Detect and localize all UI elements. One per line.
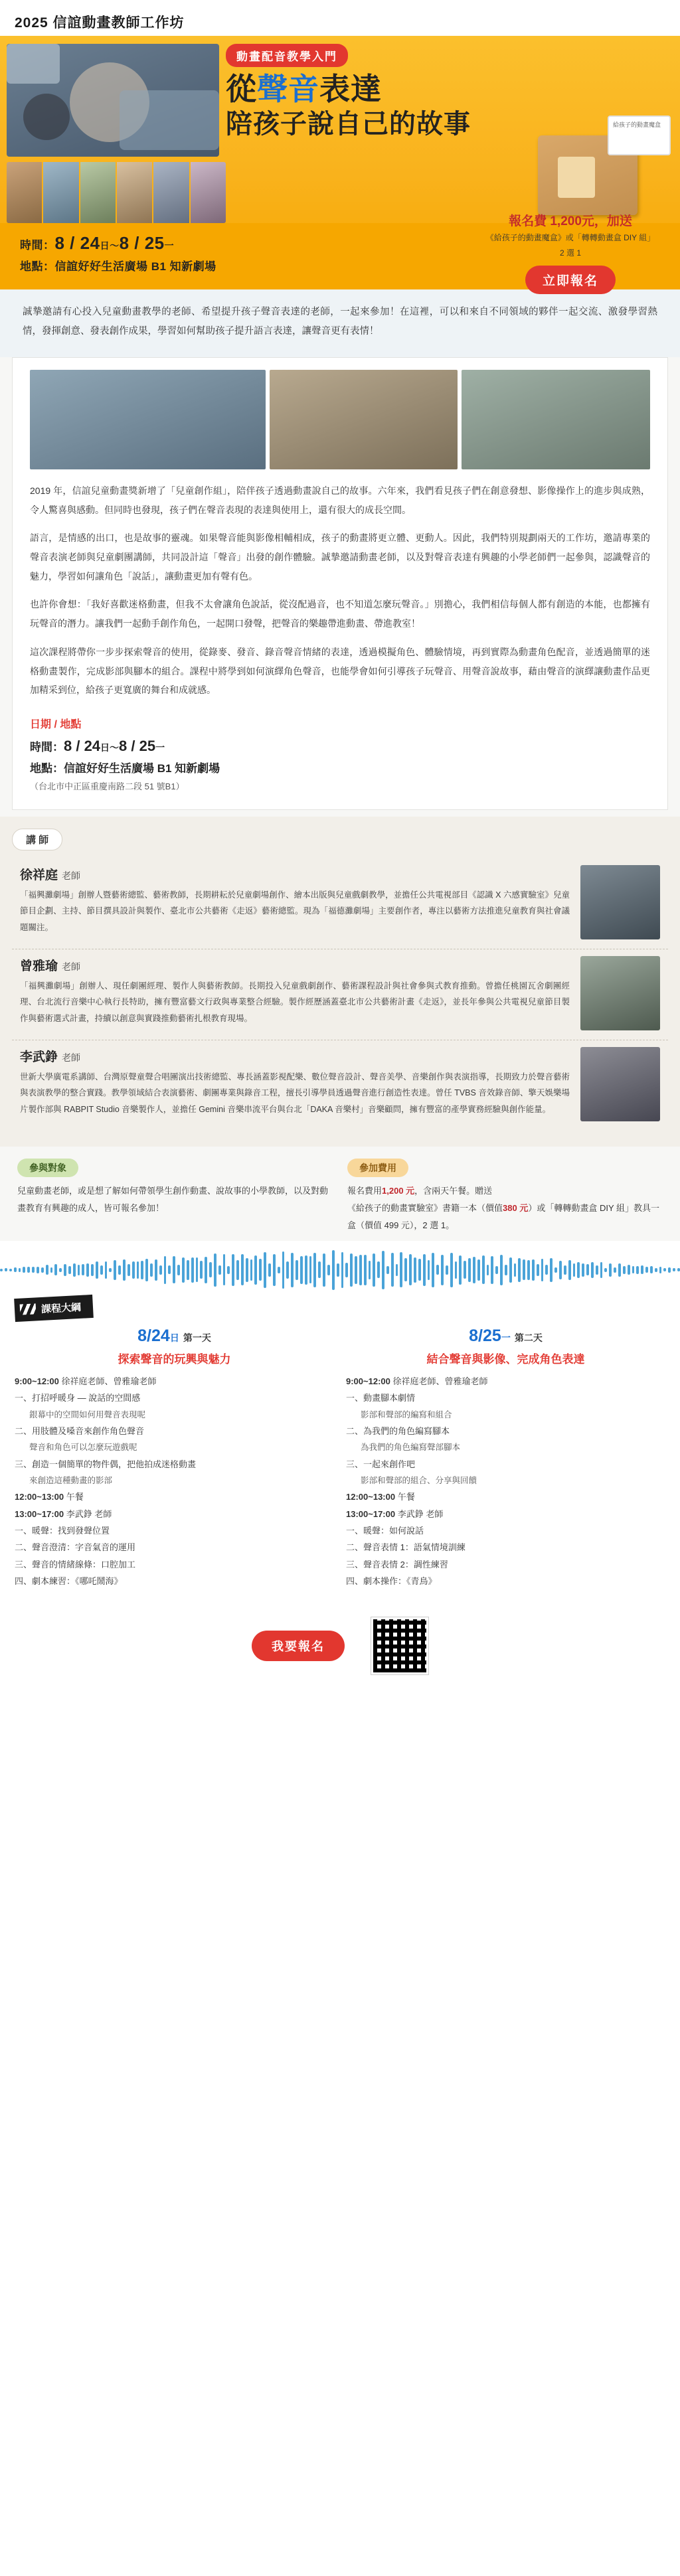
fee-line1-post: ，含兩天午餐。贈送	[414, 1185, 493, 1196]
body-paragraph-2: 語言，是情感的出口，也是故事的靈魂。如果聲音能與影像相輔相成，孩子的動畫將更立體、更動人。因此，我們特別規劃兩天的工作坊，邀請專業的聲音表演老師與兒童劇團講師，共同設計這「聲音」出發的創作體驗。誠摯邀請動畫老師，以及對聲音表達有興趣的小學老師們一起參與，認識聲音的魅力，學習如何讓角色「說話」，讓動畫更加有聲有色。	[30, 532, 650, 582]
speaker-portrait	[580, 1047, 660, 1121]
day1-row4-time: 12:00~13:00	[15, 1492, 64, 1502]
fee-book-price: 380 元	[503, 1202, 529, 1213]
speaker-name-text: 徐祥庭	[20, 868, 58, 882]
hero-time-day2: 一	[164, 240, 175, 251]
course-day-2	[346, 1327, 665, 1590]
detail-time-row	[30, 738, 650, 755]
day2-weekday: 一	[501, 1332, 511, 1343]
workshop-photo-3	[462, 370, 650, 469]
speaker-bio: 「福興灘劇場」創辦人、現任劇團經理、製作人與藝術教師。長期投入兒童戲劇創作、藝術課程設計與社會參與式教育推動。曾擔任桃園瓦舍劇團經理、台北流行音樂中心執行長特助，擁有豐富藝文行政與專業整合經驗。製作經歷涵蓋臺北市公共藝術計畫《走返》，並長年參與公共電視兒童節目製作與藝術選式計畫，持續以創意與實踐推動藝術扎根教育現場。	[20, 981, 570, 1023]
body-paragraph-1: 2019 年，信誼兒童動畫獎新增了「兒童創作組」，陪伴孩子透過動畫說自己的故事。六年來，我們看見孩子們在創意發想、影像操作上的進步與成熟，令人驚喜與感動。但同時也發現，孩子們在聲音表現的表達與使用上，還有很大的成長空間。	[30, 485, 650, 515]
hero-title-line2: 陪孩子說自己的故事	[226, 110, 471, 139]
hero-place-label: 地點：	[20, 260, 55, 273]
fee-line2-post: ）或「轉轉動畫盒 DIY 組」教具一	[528, 1202, 659, 1213]
hero-time-label: 時間：	[20, 239, 55, 252]
course-days	[15, 1327, 665, 1590]
day1-row5-time: 13:00~17:00	[15, 1508, 64, 1519]
speaker-name	[20, 956, 570, 974]
day1-subtitle: 探索聲音的玩興與魅力	[118, 1352, 231, 1366]
soundwave-decoration	[0, 1241, 680, 1294]
course-outline-badge: 課程大綱	[14, 1295, 94, 1322]
audience-fee-section	[0, 1147, 680, 1241]
hero-banner	[0, 36, 680, 289]
day2-row3-sub: 影部和聲部的組合、分享與回饋	[361, 1476, 477, 1485]
signup-card	[474, 211, 667, 294]
day2-row8-text: 三、聲音表情 2：調性練習	[346, 1559, 448, 1570]
body-paragraph-4: 這次課程將帶你一步步探索聲音的使用，從錄麥、發音、錄音聲音情緒的表達，透過模擬角色、體驗情境，再到實際為動畫角色配音，並透過簡單的迷格動畫製作，完成影部與腳本的組合。課程中將學到如何演繹角色聲音，也能學會如何引導孩子玩聲音、用聲音說故事，藉由聲音的演繹讓動畫作品更加精采到位，給孩子更寬廣的舞台和成就感。	[30, 646, 650, 696]
audience-column	[17, 1159, 333, 1234]
hero-section	[0, 0, 680, 289]
day1-row4-text: 午餐	[66, 1492, 84, 1502]
day1-row3-sub: 來創造這種動畫的影部	[29, 1476, 113, 1485]
speaker-name-text: 李武錚	[20, 1050, 58, 1064]
detail-place-label: 地點：	[30, 762, 64, 775]
day2-row6-text: 一、暖聲：如何說話	[346, 1526, 424, 1536]
hero-title-highlight: 聲音	[257, 72, 319, 106]
day1-row6-text: 一、暖聲：找到發聲位置	[15, 1526, 110, 1536]
hero-time-value2: 8 / 25	[119, 233, 165, 253]
fee-line3: 盒（價值 499 元），2 選 1。	[347, 1220, 455, 1230]
day2-row1-sub: 影部和聲部的編寫和組合	[361, 1409, 452, 1419]
day2-date-text: 8/25	[469, 1326, 501, 1345]
day1-row0-time: 9:00~12:00	[15, 1376, 59, 1386]
speaker-bio: 世新大學廣電系講師、台灣原聲童聲合唱團演出技術總監、專長涵蓋影視配樂、數位聲音設計、聲音美學、音樂創作與表演指導，長期致力於聲音藝術與表演教學的整合實踐。教學領域結合表演藝術、劇團專業與錄音工程，擅長引導學員透過聲音進行創造性表達。曾任 TVBS 音效錄音師、擎天娛樂場片製作部與 RABPIT Studio 音樂製作人，並擔任 Gemini 音樂串流平台與台北「DAKA 音樂村」音樂顧問，擁有豐富的產學實務經驗與創作能量。	[20, 1072, 570, 1114]
detail-place-value: 信誼好好生活廣場 B1 知新劇場	[64, 762, 220, 775]
speaker-role: 老師	[62, 961, 81, 972]
footer-cta	[0, 1608, 680, 1692]
day1-row2-sub: 聲音和角色可以怎麼玩遊戲呢	[29, 1443, 137, 1453]
day2-row5-text: 李武錚 老師	[397, 1508, 444, 1519]
day2-row3-text: 三、一起來創作吧	[346, 1459, 416, 1469]
workshop-photo-grid	[30, 370, 650, 469]
fee-column	[347, 1159, 663, 1234]
day1-row0-text: 徐祥庭老師、曾雅瑜老師	[61, 1376, 157, 1386]
speaker-card	[12, 858, 668, 949]
animation-box-label: 給孩子的動畫魔盒	[608, 116, 671, 155]
hero-time-value: 8 / 24	[54, 233, 100, 253]
speaker-role: 老師	[62, 870, 81, 881]
hero-filmstrip	[7, 162, 226, 223]
speaker-name	[20, 1047, 570, 1065]
day1-weekday: 日	[169, 1332, 179, 1343]
signup-button[interactable]: 立即報名	[525, 266, 616, 294]
speaker-portrait	[580, 956, 660, 1030]
day2-row9-text: 四、劇本操作：《青鳥》	[346, 1576, 437, 1587]
day2-date	[346, 1327, 665, 1346]
hero-title-pre: 從	[226, 72, 257, 106]
workshop-photo-2	[270, 370, 458, 469]
fee-line2: 《給孩子的動畫實驗室》書籍一本（價值	[347, 1202, 503, 1213]
speaker-bio: 「福興灘劇場」創辦人暨藝術總監、藝術教師，長期耕耘於兒童劇場創作、繪本出版與兒童戲劇教學，並擔任公共電視部目《認識 X 六感實驗室》兒童節目企劃、主持、節目撰具設計與製作、臺北市公共藝術《走返》藝術總監。現為「福德灘劇場」主要創作者，專注以藝術方法推進兒童教育與社會議題關注。	[20, 890, 570, 932]
day1-row9-text: 四、劇本練習：《哪吒鬧海》	[15, 1576, 123, 1587]
signup-gift-line2: 2 選 1	[559, 248, 582, 258]
register-button[interactable]: 我要報名	[252, 1631, 345, 1661]
day1-schedule	[15, 1373, 334, 1590]
day1-date	[15, 1327, 334, 1346]
day2-row2-sub: 為我們的角色編寫聲部腳本	[361, 1443, 461, 1453]
datetime-section-title: 日期 / 地點	[30, 718, 82, 730]
day2-subtitle: 結合聲音與影像、完成角色表達	[426, 1352, 585, 1366]
content-panel	[12, 357, 668, 810]
main-content	[0, 357, 680, 817]
detail-address: （台北市中正區重慶南路二段 51 號B1）	[30, 781, 185, 791]
hero-product-photo	[518, 116, 671, 225]
hero-time-sep: ～	[110, 240, 120, 251]
hero-tag-badge: 動畫配音教學入門	[226, 44, 348, 67]
soundwave-bars	[0, 1250, 680, 1290]
detail-time-sep: ～	[110, 742, 120, 753]
hero-time-day1: 日	[100, 240, 110, 251]
signup-price-line: 報名費 1,200元，加送	[509, 214, 632, 228]
workshop-photo-1	[30, 370, 266, 469]
detail-place-row	[30, 759, 650, 775]
detail-time-value: 8 / 24	[64, 737, 101, 754]
day1-tag: 第一天	[183, 1332, 211, 1343]
day1-row1-sub: 銀幕中的空間如何用聲音表現呢	[29, 1409, 146, 1419]
intro-paragraph: 誠摯邀請有心投入兒童動畫教學的老師、希望提升孩子聲音表達的老師，一起來參加！在這裡，可以和來自不同領域的夥伴一起交流、激發學習熱情，發揮創意、發表創作成果，學習如何幫助孩子提升語言表達，讓聲音更有表情！	[0, 289, 680, 357]
day2-row0-text: 徐祥庭老師、曾雅瑜老師	[392, 1376, 488, 1386]
day2-row5-time: 13:00~17:00	[346, 1508, 396, 1519]
day2-row1-text: 一、動畫腳本劇情	[346, 1393, 416, 1404]
detail-time-day1: 日	[100, 742, 110, 753]
day1-date-text: 8/24	[137, 1326, 170, 1345]
speaker-name	[20, 865, 570, 883]
day2-row4-text: 午餐	[397, 1492, 415, 1502]
hero-photo-instructor	[7, 44, 219, 157]
hero-left-media	[0, 36, 219, 223]
signup-gift-line1: 《給孩子的動畫魔盒》或「轉轉動畫盒 DIY 組」	[485, 233, 655, 242]
day2-row7-text: 二、聲音表情 1：語氣情境訓練	[346, 1542, 466, 1553]
audience-text: 兒童動畫老師，或是想了解如何帶領學生創作動畫、說故事的小學教師，以及對動畫教育有興趣的成人，皆可報名參加！	[17, 1185, 329, 1213]
day1-row3-text: 三、創造一個簡單的物件偶，把他拍成迷格動畫	[15, 1459, 197, 1469]
hero-info-bar	[0, 214, 680, 289]
audience-heading: 參與對象	[17, 1159, 78, 1177]
hero-title-line1	[226, 71, 668, 107]
qr-code[interactable]	[371, 1617, 428, 1674]
day1-row1-text: 一、打招呼暖身 — 說話的空間感	[15, 1393, 141, 1404]
hero-kicker: 2025 信誼動畫教師工作坊	[15, 15, 185, 31]
day2-row0-time: 9:00~12:00	[346, 1376, 390, 1386]
body-paragraph-3: 也許你會想：「我好喜歡迷格動畫，但我不太會讓角色說話，從沒配過音，也不知道怎麼玩聲音。」別擔心，我們相信每個人都有創造的本能，也都擁有玩聲音的潛力。讓我們一起動手創作角色，一起開口發聲，把聲音的樂趣帶進動畫、帶進教室！	[30, 599, 650, 629]
hero-headline-block	[219, 36, 680, 223]
course-day-1	[15, 1327, 334, 1590]
fee-heading: 參加費用	[347, 1159, 408, 1177]
hero-place-value: 信誼好好生活廣場 B1 知新劇場	[54, 260, 216, 273]
speakers-heading: 講 師	[12, 829, 62, 850]
day2-row2-text: 二、為我們的角色編寫腳本	[346, 1425, 450, 1436]
day1-row5-text: 李武錚 老師	[66, 1508, 112, 1519]
day2-schedule	[346, 1373, 665, 1590]
hero-title-post: 表達	[319, 72, 382, 106]
detail-time-day2: 一	[155, 742, 165, 753]
fee-price: 1,200 元	[382, 1185, 415, 1196]
speaker-card	[12, 1040, 668, 1131]
fee-text	[347, 1182, 663, 1234]
speaker-name-text: 曾雅瑜	[20, 959, 58, 973]
speaker-role: 老師	[62, 1052, 81, 1063]
day1-row8-text: 三、聲音的情緒線條：口腔加工	[15, 1559, 136, 1570]
day1-row2-text: 二、用肢體及嗓音來創作角色聲音	[15, 1425, 145, 1436]
speaker-portrait	[580, 865, 660, 939]
detail-time-value2: 8 / 25	[119, 737, 156, 754]
detail-time-label: 時間：	[30, 740, 64, 754]
day2-tag: 第二天	[514, 1332, 543, 1343]
day1-row7-text: 二、聲音澄清：字音氣音的運用	[15, 1542, 136, 1553]
day2-row4-time: 12:00~13:00	[346, 1492, 396, 1502]
speakers-section	[0, 817, 680, 1147]
course-outline-section	[0, 1294, 680, 1609]
speaker-card	[12, 949, 668, 1040]
fee-line1-pre: 報名費用	[347, 1185, 382, 1196]
